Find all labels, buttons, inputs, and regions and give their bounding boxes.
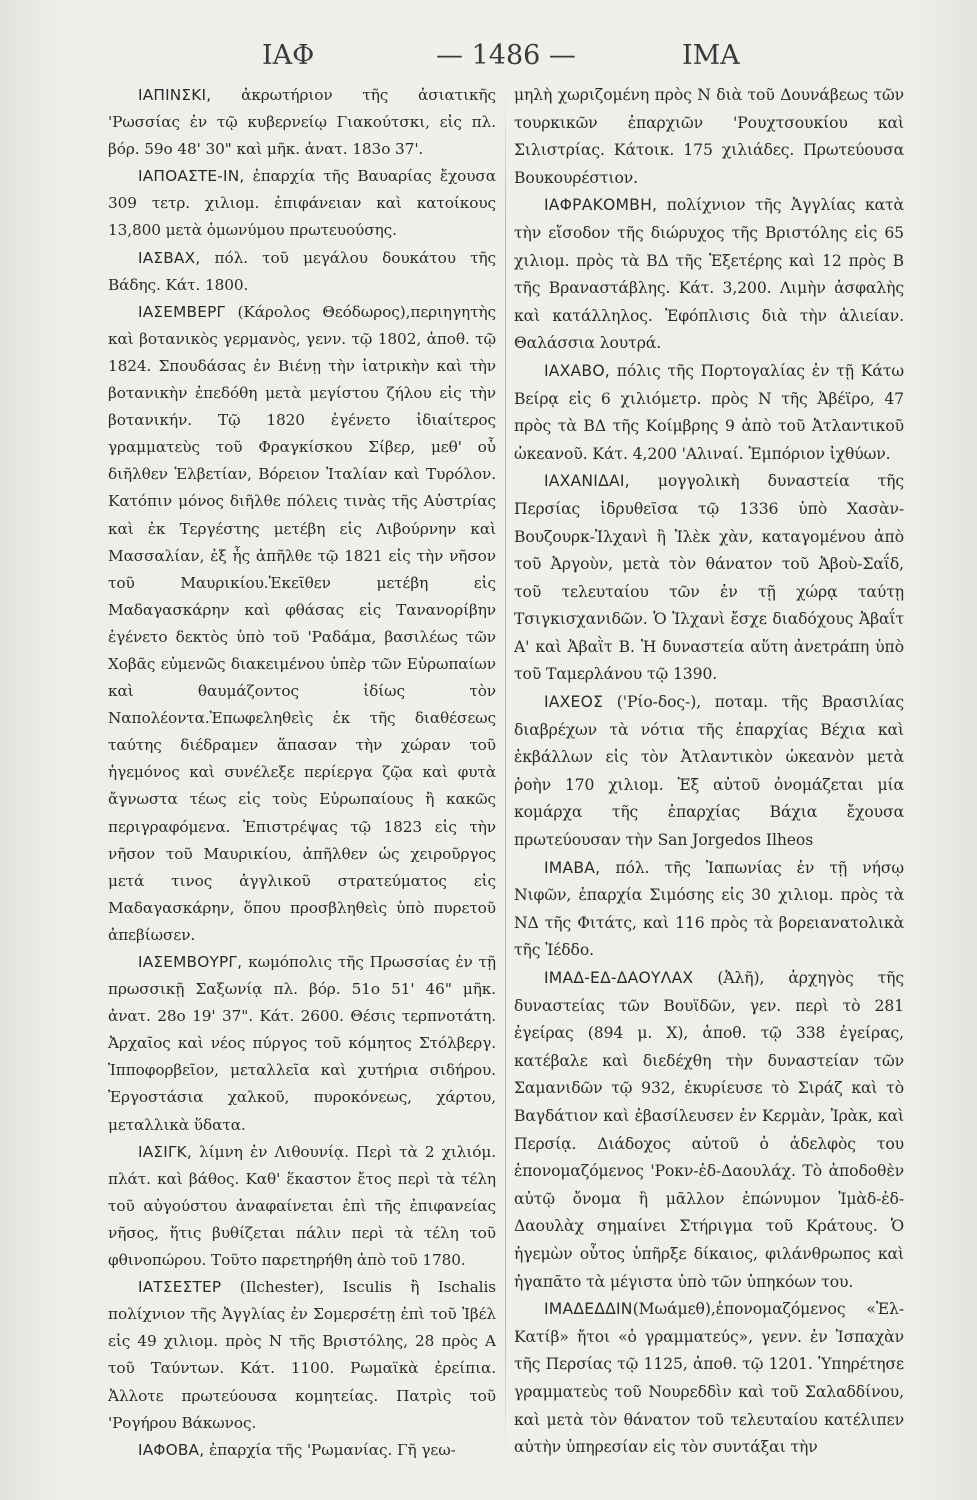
dictionary-entry xyxy=(514,689,904,855)
entry-headword: ΙΑΦΟΒΑ, xyxy=(138,1440,205,1459)
entry-text: πόλ. τῆς Ἰαπωνίας ἐν τῇ νήσῳ Νιφῶν, ἐπαρχία Σιμόσης εἰς 30 χιλιομ. πρὸς τὰ ΝΔ τῆς Φιτάτς, καὶ 116 πρὸς τὰ βορειανατολικὰ τῆς Ἰέδδο. xyxy=(514,858,904,960)
entry-text: (Ἀλῆ), ἀρχηγὸς τῆς δυναστείας τῶν Βουϊδῶν, γεν. περὶ τὸ 281 ἐγείρας (894 μ. Χ), ἀποθ. τῷ 338 ἐγείρας, κατέβαλε καὶ διεδέχθη τὴν δυναστείαν τῶν Σαμανιδῶν τῷ 932, ἐκυρίευσε τὸ Σιράζ καὶ τὸ Βαγδάτιον καὶ ἐβασίλευσεν ἐν Κερμὰν, Ἰρὰκ, καὶ Περσίᾳ. Διάδοχος αὐτοῦ ὁ ἀδελφὸς του ἐπονομαζόμενος 'Ροκν-ἐδ-Δαουλάχ. Τὸ ἀποδοθὲν αὐτῷ ὄνομα ἢ μᾶλλον ἐπώνυμον Ἰμὰδ-ἐδ-Δαουλὰχ σημαίνει Στήριγμα τοῦ Κράτους. Ὁ ἡγεμὼν οὗτος ὑπῆρξε δίκαιος, φιλάνθρωπος καὶ ἠγαπᾶτο τὰ μέγιστα ὑπὸ τῶν ὑπηκόων του. xyxy=(514,969,904,1291)
entry-headword: ΙΑΦΡΑΚΟΜΒΗ, xyxy=(544,196,658,215)
dictionary-entry xyxy=(514,358,904,468)
entry-headword: ΙΑΠΟΑΣΤΕ-ΙΝ, xyxy=(138,167,245,186)
dictionary-entry xyxy=(108,1274,496,1437)
dictionary-entry xyxy=(108,1437,496,1464)
entry-text: πολίχνιον τῆς Ἀγγλίας κατὰ τὴν εἴσοδον τῆς διώρυχος τῆς Βριστόλης εἰς 65 χιλιομ. πρὸς τὰ ΒΔ τῆς Ἐξετέρης καὶ 12 πρὸς Β τῆς Βραναστάβλης. Κάτ. 3,200. Λιμὴν ἀσφαλὴς καὶ κατάλληλος. Ἐφόπλισις διὰ τὴν ἁλιείαν. Θαλάσσια λουτρά. xyxy=(514,196,904,353)
entry-text: λίμνη ἐν Λιθουνίᾳ. Περὶ τὰ 2 χιλιόμ. πλάτ. καὶ βάθος. Καθ' ἕκαστον ἔτος περὶ τὰ τέλη τοῦ αὐγούστου ἀναφαίνεται ἐπὶ τῆς ἐπιφανείας νῆσος, ἥτις βυθίζεται πάλιν περὶ τὰ τέλη τοῦ φθινοπώρου. Τοῦτο παρετηρήθη ἀπὸ τοῦ 1780. xyxy=(108,1142,496,1270)
header-left-guide-word: ΙΑΦ xyxy=(262,40,315,71)
entry-headword: ΙΜΑΒΑ, xyxy=(544,858,601,877)
dictionary-entry xyxy=(108,949,496,1139)
entry-text: μηλὴ χωριζομένη πρὸς Ν διὰ τοῦ Δουνάβεως τῶν τουρκικῶν ἐπαρχιῶν 'Ρουχτσουκίου καὶ Σιλιστρίας. Κάτοικ. 175 χιλιάδες. Πρωτεύουσα Βουκουρέστιον. xyxy=(514,86,904,187)
entry-text: πόλ. τοῦ μεγάλου δουκάτου τῆς Βάδης. Κάτ. 1800. xyxy=(108,248,496,294)
entry-text: πόλις τῆς Πορτογαλίας ἐν τῇ Κάτω Βείρᾳ εἰς 6 χιλιόμετρ. πρὸς Ν τῆς Ἀβέϊρο, 47 πρὸς τὰ ΒΔ τῆς Κοίμβρης 9 ἀπὸ τοῦ Ἀτλαντικοῦ ὠκεανοῦ. Κάτ. 4,200 'Αλιναί. Ἐμπόριον ἰχθύων. xyxy=(514,361,904,463)
entry-text: κωμόπολις τῆς Πρωσσίας ἐν τῇ πρωσσικῇ Σαξωνίᾳ πλ. βόρ. 51ο 51' 46" μῆκ. ἀνατ. 28ο 19' 37". Κάτ. 2600. Θέσις τερπνοτάτη. Ἀρχαῖος καὶ νέος πύργος τοῦ κόμητος Στόλβεργ. Ἱπποφορβεῖον, μεταλλεῖα καὶ χυτήρια σιδήρου. Ἐργοστάσια χαλκοῦ, πυροκόνεως, χάρτου, μεταλλικὰ ὕδατα. xyxy=(108,953,496,1134)
column-divider xyxy=(505,82,506,1462)
entry-headword: ΙΑΤΣΕΣΤΕΡ xyxy=(138,1278,222,1297)
left-column xyxy=(108,82,496,1464)
entry-text: ἀκρωτήριον τῆς ἀσιατικῆς 'Ρωσσίας ἐν τῷ κυβερνείῳ Γιακούτσκι, εἰς πλ. βόρ. 59ο 48' 30" καὶ μῆκ. ἀνατ. 183ο 37'. xyxy=(108,86,496,159)
dictionary-entry xyxy=(514,468,904,689)
dictionary-entry-continued xyxy=(514,82,904,192)
entry-text: ('Ρίο-δος-), ποταμ. τῆς Βρασιλίας διαβρέχων τὰ νότια τῆς ἐπαρχίας Βέχια καὶ ἐκβάλλων εἰς τὸν Ἀτλαντικὸν ὠκεανὸν μετὰ ῥοὴν 170 χιλιομ. Ἐξ αὐτοῦ ὀνομάζεται μία κομάρχα τῆς ἐπαρχίας Βάχια ἔχουσα πρωτεύουσαν τὴν San Jorgedos Ilheos xyxy=(514,693,904,850)
dictionary-entry xyxy=(108,1139,496,1274)
entry-headword: ΙΑΣΕΜΒΕΡΓ xyxy=(138,302,226,321)
entry-headword: ΙΑΣΕΜΒΟΥΡΓ, xyxy=(138,953,243,971)
page-header xyxy=(0,40,977,80)
dictionary-entry xyxy=(108,82,496,163)
dictionary-entry xyxy=(514,1296,904,1462)
page-number: — 1486 — xyxy=(436,40,576,71)
dictionary-entry xyxy=(514,965,904,1296)
dictionary-entry xyxy=(514,192,904,358)
entry-headword: ΙΑΧΕΟΣ xyxy=(544,693,604,712)
entry-headword: ΙΑΣΙΓΚ, xyxy=(138,1142,192,1161)
right-column xyxy=(514,82,904,1462)
entry-headword: ΙΑΣΒΑΧ, xyxy=(138,248,201,267)
entry-headword: ΙΑΧΑΒΟ, xyxy=(544,361,610,380)
entry-text: ἐπαρχία τῆς 'Ρωμανίας. Γῆ γεω- xyxy=(204,1440,456,1459)
entry-headword: ΙΑΧΑΝΙΔΑΙ, xyxy=(544,472,630,491)
entry-text: μογγολικὴ δυναστεία τῆς Περσίας ἱδρυθεῖσα τῷ 1336 ὑπὸ Χασὰν-Βουζουρκ-Ἰλχανὶ ἢ Ἰλὲκ χὰν, καταγομένου ἀπὸ τοῦ Ἀργοὺν, μετὰ τὸν θάνατον τοῦ Ἀβοὺ-Σαΐδ, τοῦ τελευταίου τῶν ἐν τῇ χώρᾳ ταύτῃ Τσιγκισχανιδῶν. Ὁ Ἰλχανὶ ἔσχε διαδόχους Ἀβαΐτ Α' καὶ Ἀβαῒτ Β. Ἡ δυναστεία αὕτη ἀνετράπη ὑπὸ τοῦ Ταμερλάνου τῷ 1390. xyxy=(514,472,904,684)
header-right-guide-word: ΙΜΑ xyxy=(682,40,740,71)
entry-text: ἐπαρχία τῆς Βαυαρίας ἔχουσα 309 τετρ. χιλιομ. ἐπιφάνειαν καὶ κατοίκους 13,800 μετὰ ὁμωνύμου πρωτευούσης. xyxy=(108,167,496,240)
dictionary-entry xyxy=(108,245,496,299)
entry-headword: ΙΜΑΔΕΔΔΙΝ xyxy=(544,1300,633,1319)
dictionary-entry xyxy=(514,855,904,965)
dictionary-entry xyxy=(108,163,496,244)
entry-text: (Μωάμεθ),ἐπονομαζόμενος «Ἐλ-Κατίβ» ἤτοι «ὁ γραμματεύς», γενν. ἐν Ἰσπαχὰν τῆς Περσίας τῷ 1125, ἀποθ. τῷ 1201. Ὑπηρέτησε γραμματεὺς τοῦ Νουρεδδὶν καὶ τοῦ Σαλαδδίνου, καὶ μετὰ τὸν θάνατον τοῦ τελευταίου κατέλιπεν αὐτὴν ὑπηρεσίαν εἰς τὸν συντάξαι τὴν xyxy=(514,1300,904,1457)
dictionary-entry xyxy=(108,299,496,949)
entry-text: (Κάρολος Θεόδωρος),περιηγητὴς καὶ βοτανικὸς γερμανὸς, γενν. τῷ 1802, ἀποθ. τῷ 1824. Σπουδάσας ἐν Βιένῃ τὴν ἰατρικὴν καὶ τὴν βοτανικὴν ἐπεδόθη μετὰ μεγίστου ζήλου εἰς τὴν βοτανικήν. Τῷ 1820 ἐγένετο ἰδιαίτερος γραμματεὺς τοῦ Φραγκίσκου Σίβερ, μεθ' οὗ διῆλθεν Ἑλβετίαν, Βόρειον Ἰταλίαν καὶ Τυρόλον. Κατόπιν μόνος διῆλθε πόλεις τινὰς τῆς Αὐστρίας καὶ ἐκ Τεργέστης μετέβη εἰς Λιβούρνην καὶ Μασσαλίαν, ἐξ ἧς ἀπῆλθε τῷ 1821 εἰς τὴν νῆσον τοῦ Μαυρικίου.Ἐκεῖθεν μετέβη εἰς Μαδαγασκάρην καὶ φθάσας εἰς Τανανορίβην ἐγένετο δεκτὸς ὑπὸ τοῦ 'Ραδάμα, βασιλέως τῶν Χοβᾶς εὐμενῶς διακειμένου ὑπὲρ τῶν Εὐρωπαίων καὶ θαυμάζοντος ἰδίως τὸν Ναπολέοντα.Ἐπωφεληθεὶς ἐκ τῆς διαθέσεως ταύτης διέδραμεν ἅπασαν τὴν χώραν τοῦ ἡγεμόνος καὶ συνέλεξε περίεργα ζῷα καὶ φυτὰ ἄγνωστα τέως εἰς τοὺς Εὐρωπαίους ἢ κακῶς περιγραφόμενα. Ἐπιστρέψας τῷ 1823 εἰς τὴν νῆσον τοῦ Μαυρικίου, ἀπῆλθεν ὡς χειροῦργος μετά τινος ἀγγλικοῦ στρατεύματος εἰς Μαδαγασκάρην, ὅπου προσβληθεὶς ὑπὸ πυρετοῦ ἀπεβίωσεν. xyxy=(108,302,496,944)
entry-headword: ΙΑΠΙΝΣΚΙ, xyxy=(138,86,212,104)
entry-text: (Ilchester), Isculis ἢ Ischalis πολίχνιον τῆς Ἀγγλίας ἐν Σομερσέτῃ ἐπὶ τοῦ Ἰβέλ εἰς 49 χιλιομ. πρὸς Ν τῆς Βριστόλης, 28 πρὸς Α τοῦ Ταύντων. Κάτ. 1100. Ρωμαϊκὰ ἐρείπια. Ἀλλοτε πρωτεύουσα κομητείας. Πατρὶς τοῦ 'Ρογήρου Βάκωνος. xyxy=(108,1278,496,1432)
entry-headword: ΙΜΑΔ-ΕΔ-ΔΑΟΥΛΑΧ xyxy=(544,969,694,987)
